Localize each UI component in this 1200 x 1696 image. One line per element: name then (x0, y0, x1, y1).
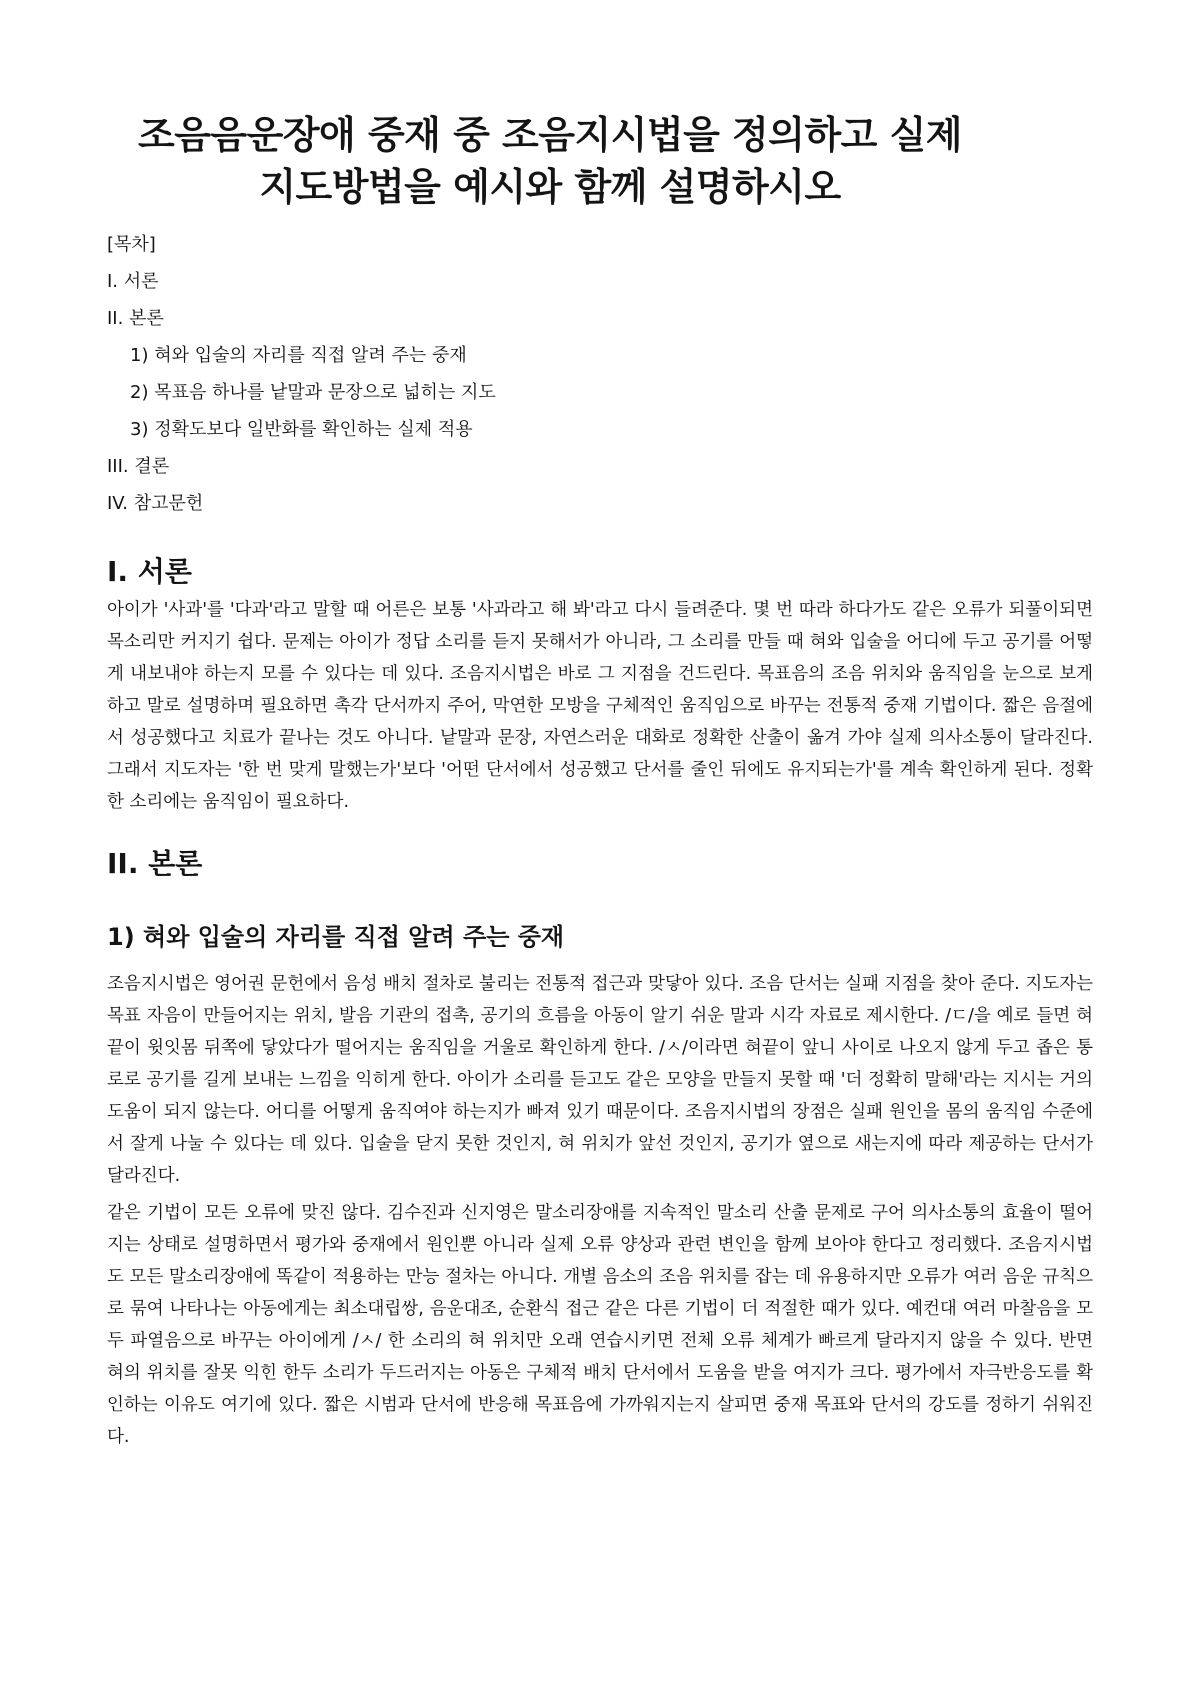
toc-heading: [목차] (107, 234, 156, 255)
subsection-heading-1: 1) 혀와 입술의 자리를 직접 알려 주는 중재 (107, 923, 565, 951)
toc-subitem-3: 3) 정확도보다 일반화를 확인하는 실제 적용 (130, 419, 473, 440)
toc-item-references: IV. 참고문헌 (107, 493, 204, 514)
introduction-paragraph: 아이가 '사과'를 '다과'라고 말할 때 어른은 보통 '사과라고 해 봐'라고 다시 들려준다. 몇 번 따라 하다가도 같은 오류가 되풀이되면 목소리만 커지기 쉽다. 문제는 아이가 정답 소리를 듣지 못해서가 아니라, 그 소리를 만들 때 혀와 입술을 어디에 두고 공기를 어떻게 내보내야 하는지 모를 수 있다는 데 있다. 조음지시법은 바로 그 지점을 건드린다. 목표음의 조음 위치와 움직임을 눈으로 보게 하고 말로 설명하며 필요하면 촉각 단서까지 주어, 막연한 모방을 구체적인 움직임으로 바꾸는 전통적 중재 기법이다. 짧은 음절에서 성공했다고 치료가 끝나는 것도 아니다. 낱말과 문장, 자연스러운 대화로 정확한 산출이 옮겨 가야 실제 의사소통이 달라진다. 그래서 지도자는 '한 번 맞게 말했는가'보다 '어떤 단서에서 성공했고 단서를 줄인 뒤에도 유지되는가'를 계속 확인하게 된다. 정확한 소리에는 움직임이 필요하다. (107, 600, 1093, 812)
toc-item-introduction: I. 서론 (107, 271, 159, 292)
toc-subitem-1: 1) 혀와 입술의 자리를 직접 알려 주는 중재 (130, 345, 467, 366)
document-content (107, 109, 1093, 1453)
body-paragraph: 조음지시법은 영어권 문헌에서 음성 배치 절차로 불리는 전통적 접근과 맞닿아 있다. 조음 단서는 실패 지점을 찾아 준다. 지도자는 목표 자음이 만들어지는 위치, 발음 기관의 접촉, 공기의 흐름을 아동이 알기 쉬운 말과 시각 자료로 제시한다. /ㄷ/을 예로 들면 혀끝이 윗잇몸 뒤쪽에 닿았다가 떨어지는 움직임을 거울로 확인하게 한다. /ㅅ/이라면 혀끝이 앞니 사이로 나오지 않게 두고 좁은 통로로 공기를 길게 보내는 느낌을 익히게 한다. 아이가 소리를 듣고도 같은 모양을 만들지 못할 때 '더 정확히 말해'라는 지시는 거의 도움이 되지 않는다. 어디를 어떻게 움직여야 하는지가 빠져 있기 때문이다. 조음지시법의 장점은 실패 원인을 몸의 움직임 수준에서 잘게 나눌 수 있다는 데 있다. 입술을 닫지 못한 것인지, 혀 위치가 앞선 것인지, 공기가 옆으로 새는지에 따라 제공하는 단서가 달라진다. (107, 974, 1093, 1186)
section-heading-introduction: I. 서론 (107, 555, 192, 588)
toc-item-conclusion: III. 결론 (107, 456, 170, 477)
table-of-contents (107, 226, 1093, 522)
body-paragraph: 같은 기법이 모든 오류에 맞진 않다. 김수진과 신지영은 말소리장애를 지속적인 말소리 산출 문제로 구어 의사소통의 효율이 떨어지는 상태로 설명하면서 평가와 중재에서 원인뿐 아니라 실제 오류 양상과 관련 변인을 함께 보아야 한다고 정리했다. 조음지시법도 모든 말소리장애에 똑같이 적용하는 만능 절차는 아니다. 개별 음소의 조음 위치를 잡는 데 유용하지만 오류가 여러 음운 규칙으로 묶여 나타나는 아동에게는 최소대립쌍, 음운대조, 순환식 접근 같은 다른 기법이 더 적절한 때가 있다. 예컨대 여러 마찰음을 모두 파열음으로 바꾸는 아이에게 /ㅅ/ 한 소리의 혀 위치만 오래 연습시키면 전체 오류 체계가 빠르게 달라지지 않을 수 있다. 반면 혀의 위치를 잘못 익힌 한두 소리가 두드러지는 아동은 구체적 배치 단서에서 도움을 받을 여지가 크다. 평가에서 자극반응도를 확인하는 이유도 여기에 있다. 짧은 시범과 단서에 반응해 목표음에 가까워지는지 살피면 중재 목표와 단서의 강도를 정하기 쉬워진다. (107, 1203, 1093, 1447)
section-heading-body: II. 본론 (107, 847, 203, 880)
toc-subitem-2: 2) 목표음 하나를 낱말과 문장으로 넓히는 지도 (130, 382, 496, 403)
document-title: 조음음운장애 중재 중 조음지시법을 정의하고 실제 지도방법을 예시와 함께 설명하시오 (137, 113, 963, 209)
toc-item-body: II. 본론 (107, 308, 164, 329)
